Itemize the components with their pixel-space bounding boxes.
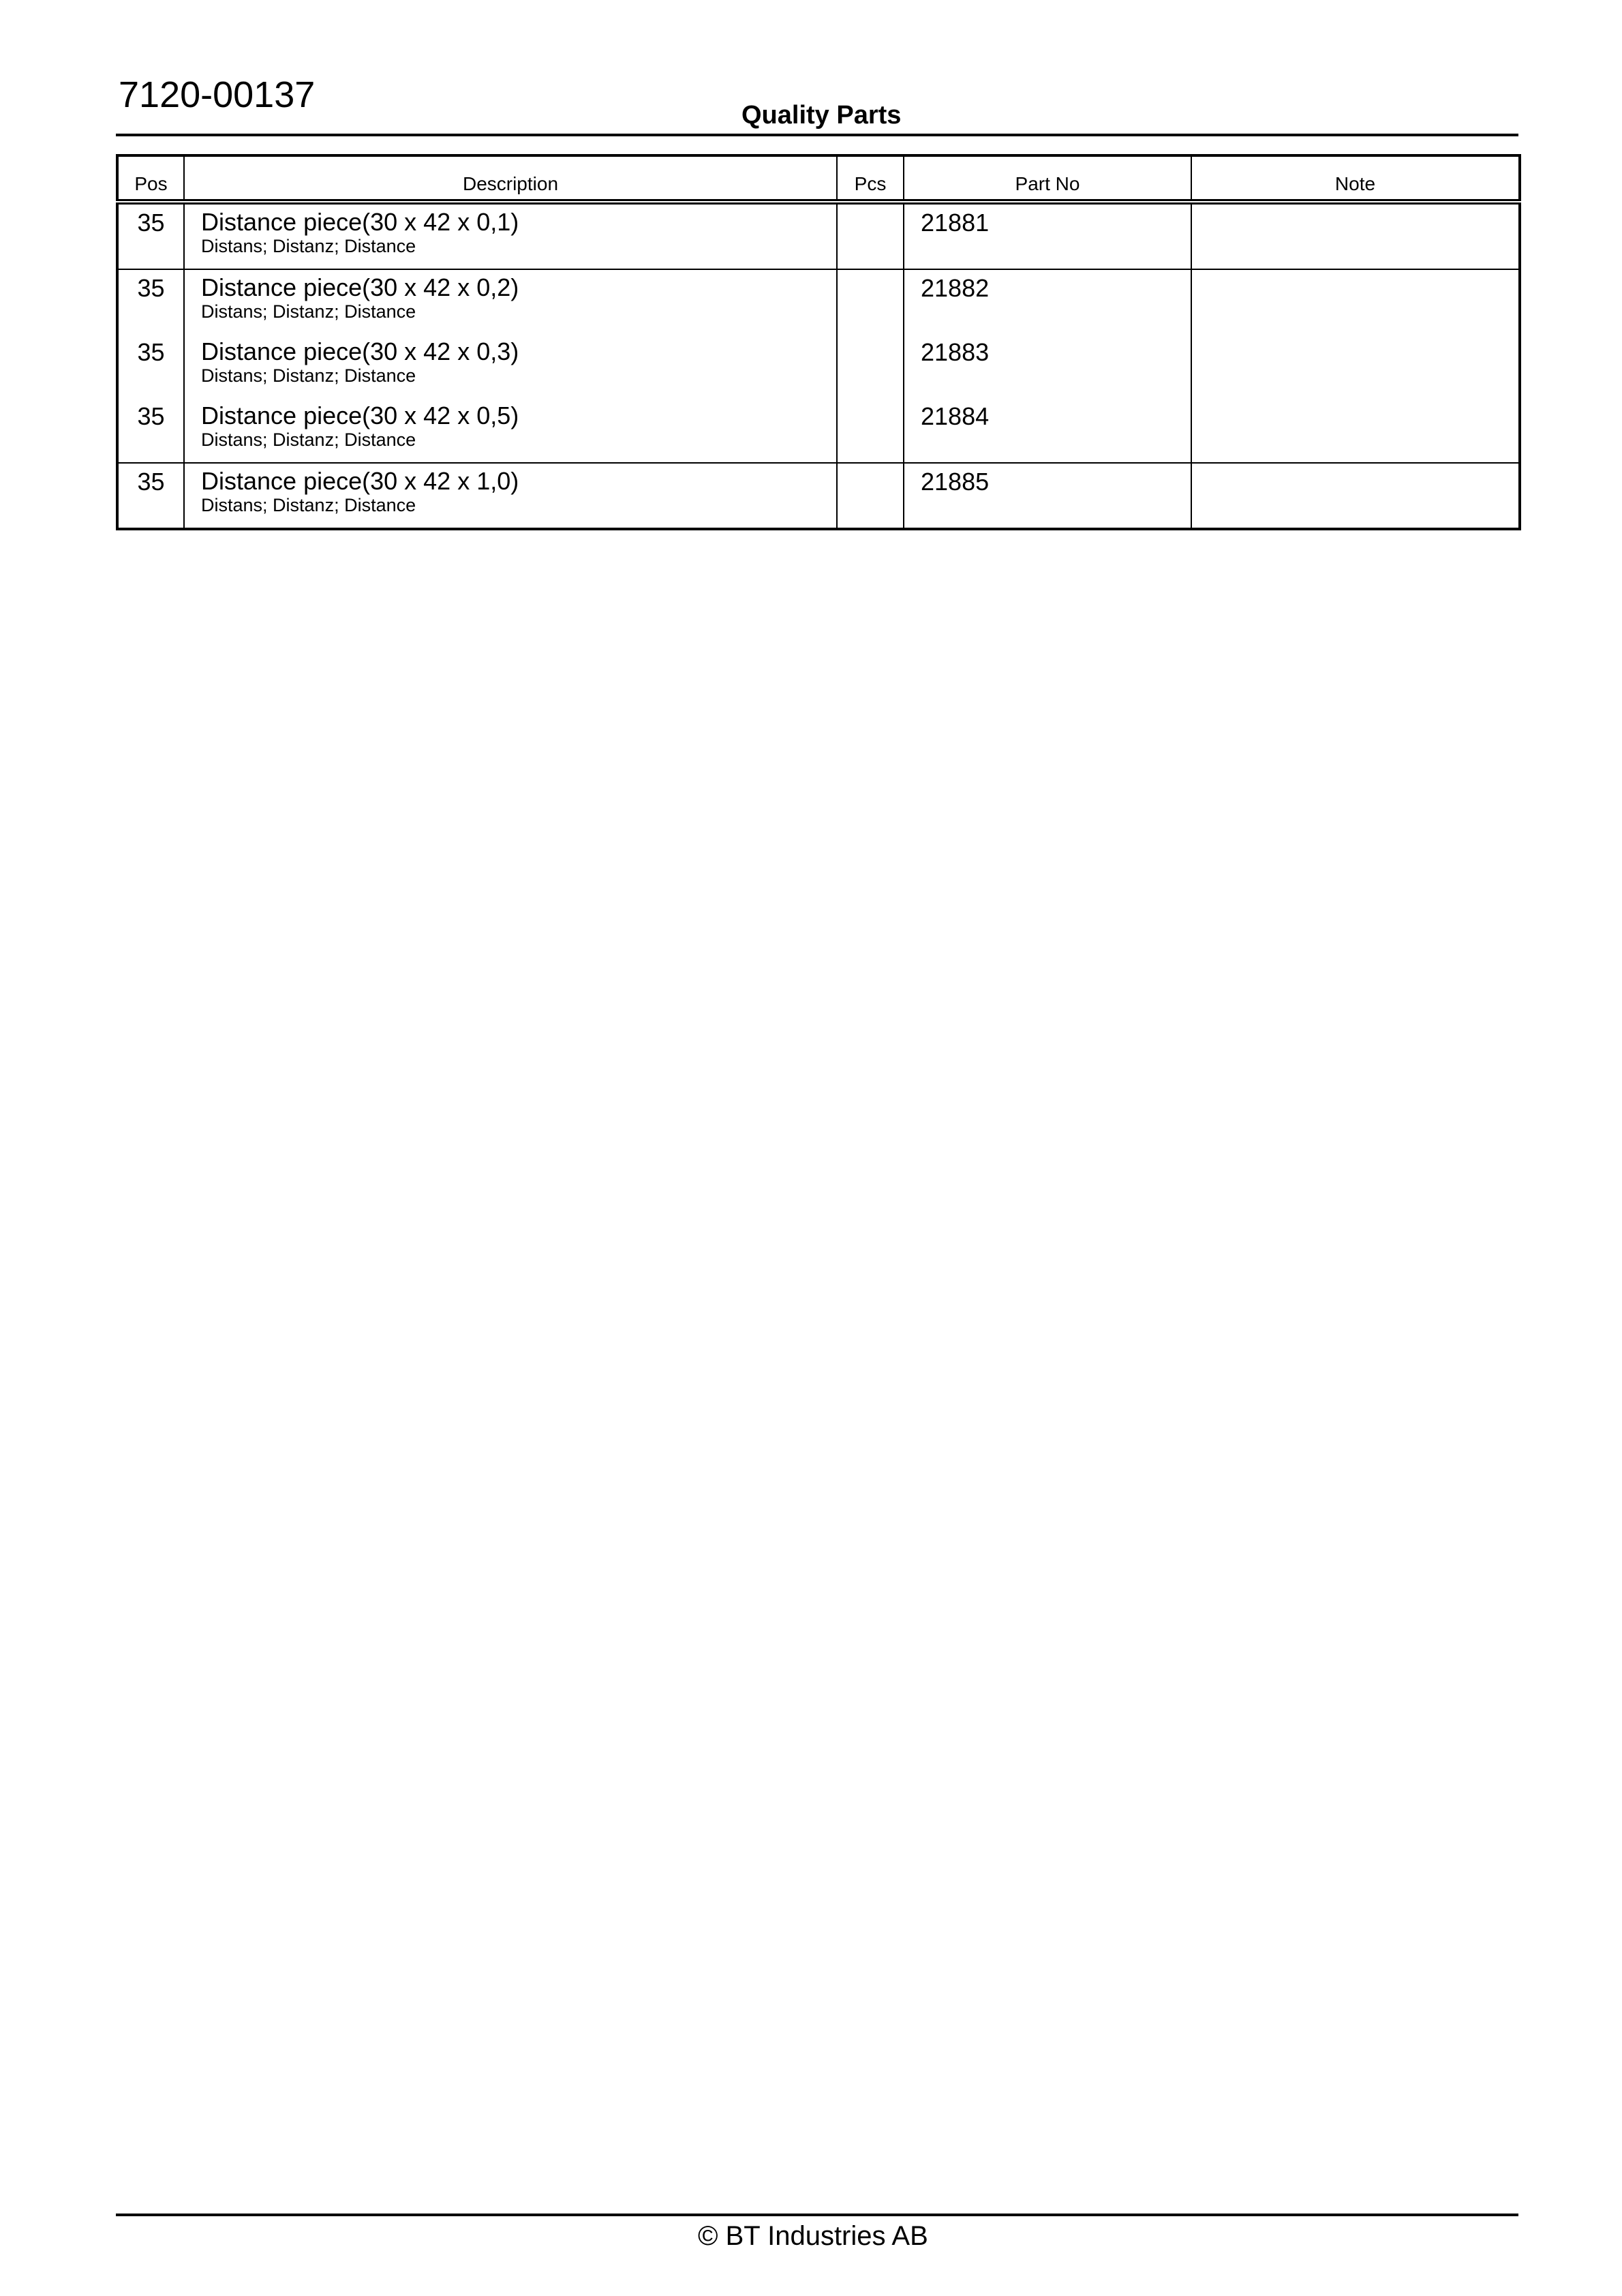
description-main: Distance piece(30 x 42 x 0,1) bbox=[201, 208, 519, 236]
cell-note bbox=[1191, 269, 1520, 334]
table-row bbox=[117, 463, 1520, 529]
description-translations: Distans; Distanz; Distance bbox=[201, 365, 416, 386]
cell-pos: 35 bbox=[117, 334, 184, 398]
description-translations: Distans; Distanz; Distance bbox=[201, 429, 416, 450]
cell-description bbox=[184, 463, 837, 529]
column-header-pcs: Pcs bbox=[837, 155, 904, 202]
cell-pos: 35 bbox=[117, 202, 184, 269]
description-main: Distance piece(30 x 42 x 1,0) bbox=[201, 467, 519, 495]
cell-part-no: 21885 bbox=[904, 463, 1191, 529]
table-row bbox=[117, 269, 1520, 334]
document-number: 7120-00137 bbox=[119, 74, 316, 115]
cell-pos: 35 bbox=[117, 398, 184, 463]
table-header-row bbox=[117, 155, 1520, 202]
cell-description bbox=[184, 398, 837, 463]
table-row bbox=[117, 334, 1520, 398]
cell-note bbox=[1191, 463, 1520, 529]
column-header-pos: Pos bbox=[117, 155, 184, 202]
cell-note bbox=[1191, 202, 1520, 269]
parts-table bbox=[116, 154, 1521, 530]
description-main: Distance piece(30 x 42 x 0,3) bbox=[201, 337, 519, 365]
footer-copyright: © BT Industries AB bbox=[698, 2221, 928, 2251]
cell-part-no: 21884 bbox=[904, 398, 1191, 463]
cell-pcs bbox=[837, 334, 904, 398]
cell-part-no: 21882 bbox=[904, 269, 1191, 334]
description-translations: Distans; Distanz; Distance bbox=[201, 301, 416, 322]
description-main: Distance piece(30 x 42 x 0,2) bbox=[201, 273, 519, 301]
table-row bbox=[117, 398, 1520, 463]
cell-pcs bbox=[837, 398, 904, 463]
cell-pcs bbox=[837, 202, 904, 269]
cell-note bbox=[1191, 334, 1520, 398]
cell-note bbox=[1191, 398, 1520, 463]
column-header-description: Description bbox=[184, 155, 837, 202]
cell-pos: 35 bbox=[117, 269, 184, 334]
column-header-note: Note bbox=[1191, 155, 1520, 202]
cell-part-no: 21883 bbox=[904, 334, 1191, 398]
cell-pcs bbox=[837, 463, 904, 529]
header-divider bbox=[116, 134, 1518, 136]
description-main: Distance piece(30 x 42 x 0,5) bbox=[201, 402, 519, 429]
cell-description bbox=[184, 269, 837, 334]
cell-pcs bbox=[837, 269, 904, 334]
page-title: Quality Parts bbox=[741, 101, 902, 130]
column-header-part-no: Part No bbox=[904, 155, 1191, 202]
description-translations: Distans; Distanz; Distance bbox=[201, 495, 416, 515]
description-translations: Distans; Distanz; Distance bbox=[201, 236, 416, 256]
table-row bbox=[117, 202, 1520, 269]
cell-pos: 35 bbox=[117, 463, 184, 529]
cell-description bbox=[184, 334, 837, 398]
cell-description bbox=[184, 202, 837, 269]
footer-divider bbox=[116, 2214, 1518, 2216]
cell-part-no: 21881 bbox=[904, 202, 1191, 269]
